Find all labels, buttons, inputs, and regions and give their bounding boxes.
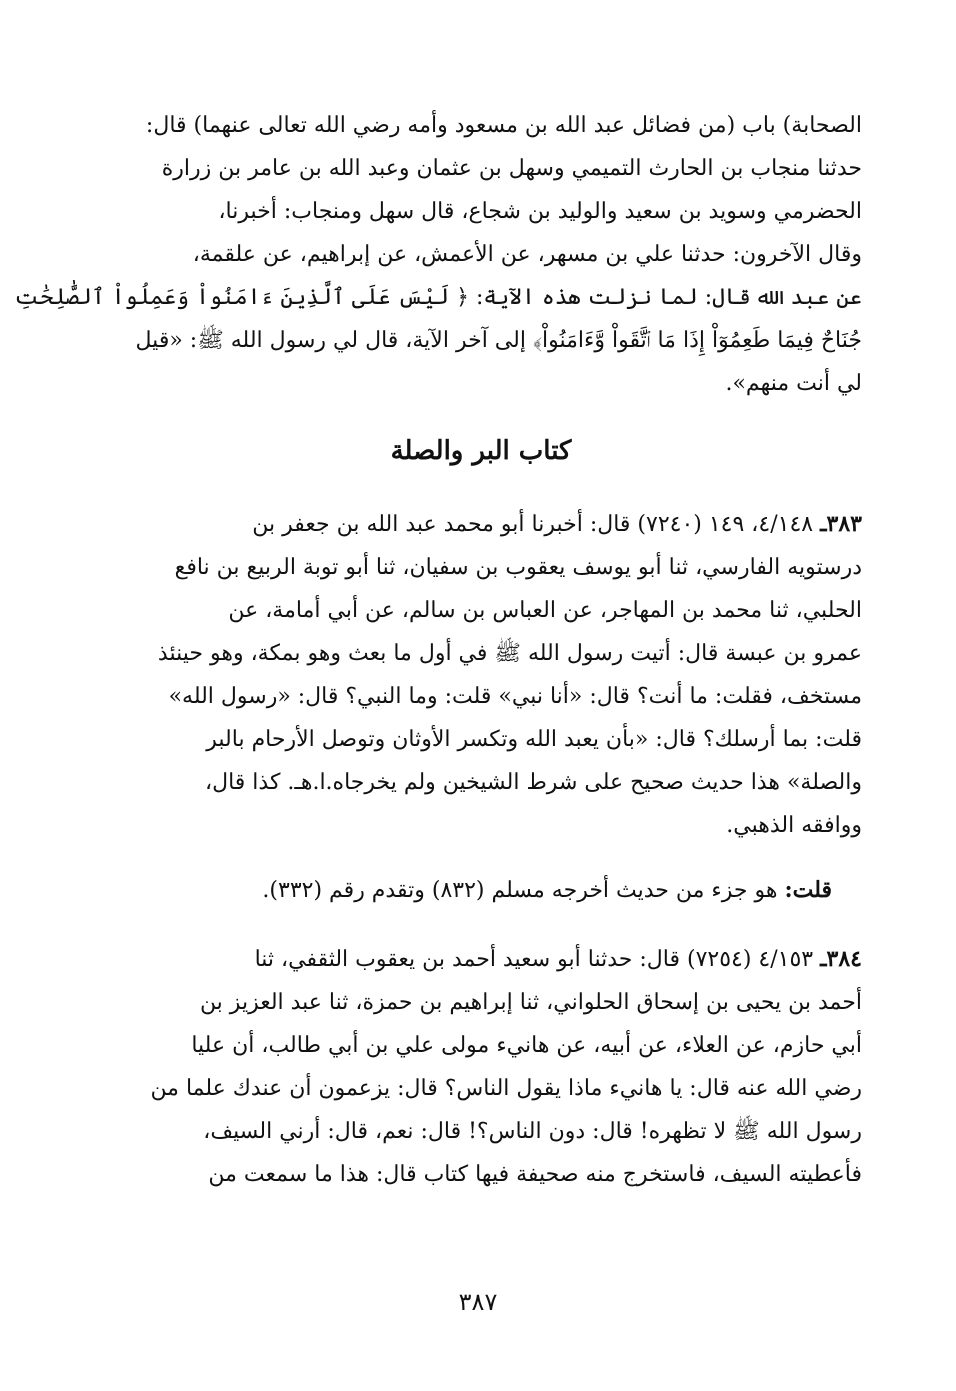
hadith-first-line: ٤/١٤٨، ١٤٩ (٧٢٤٠) قال: أخبرنا أبو محمد عبد الله بن جعفر بن xyxy=(252,512,814,537)
text-line: حدثنا منجاب بن الحارث التميمي وسهل بن عثمان وعبد الله بن عامر بن زرارة xyxy=(161,156,862,181)
text-line: قلت: بما أرسلك؟ قال: «بأن يعبد الله وتكسر الأوثان وتوصل الأرحام بالبر xyxy=(206,727,862,752)
text-line: مستخف، فقلت: ما أنت؟ قال: «أنا نبي» قلت: وما النبي؟ قال: «رسول الله» xyxy=(168,684,862,709)
text-line: جُنَاحٌ فِيمَا طَعِمُوٓاْ إِذَا مَا ٱتَّقَواْ وَّءَامَنُواْ﴾ إلى آخر الآية، قال لي رسول الله ﷺ: «قيل xyxy=(135,328,862,353)
hadith-first-line: ٤/١٥٣ (٧٢٥٤) قال: حدثنا أبو سعيد أحمد بن يعقوب الثقفي، ثنا xyxy=(254,947,814,972)
text-line: لي أنت منهم». xyxy=(725,371,862,396)
text-line: ووافقه الذهبي. xyxy=(726,813,862,838)
text-line: فأعطيته السيف، فاستخرج منه صحيفة فيها كتاب قال: هذا ما سمعت من xyxy=(208,1162,862,1187)
note-text: هو جزء من حديث أخرجه مسلم (٨٣٢) وتقدم رقم (٣٣٢). xyxy=(262,878,785,903)
hadith-number: ٣٨٣ـ xyxy=(820,511,862,537)
hadith-number: ٣٨٤ـ xyxy=(820,946,862,972)
text-line: أحمد بن يحيى بن إسحاق الحلواني، ثنا إبراهيم بن حمزة، ثنا عبد العزيز بن xyxy=(199,990,862,1015)
page-number: ٣٨٧ xyxy=(458,1288,498,1316)
text-line: الحضرمي وسويد بن سعيد والوليد بن شجاع، قال سهل ومنجاب: أخبرنا، xyxy=(218,199,862,224)
text-line: عن عبد الله قال: لما نزلت هذه الآية: ﴿ لَيْسَ عَلَى ٱلَّذِينَ ءَامَنُواْ وَعَمِلُواْ ٱلصَّٰلِحَٰتِ xyxy=(14,285,862,310)
text-line: أبي حازم، عن العلاء، عن أبيه، عن هانيء مولى علي بن أبي طالب، أن عليا xyxy=(191,1033,862,1058)
text-line xyxy=(100,503,862,546)
commentary-note xyxy=(100,869,862,912)
text-line: عمرو بن عبسة قال: أتيت رسول الله ﷺ في أول ما بعث وهو بمكة، وهو حينئذ xyxy=(157,641,862,666)
paragraph-continuation xyxy=(14,104,862,405)
text-line: الحلبي، ثنا محمد بن المهاجر، عن العباس بن سالم، عن أبي أمامة، عن xyxy=(228,598,862,623)
text-line: الصحابة) باب (من فضائل عبد الله بن مسعود وأمه رضي الله تعالى عنهما) قال: xyxy=(145,113,862,138)
page-body xyxy=(14,104,862,1196)
text-line: درستويه الفارسي، ثنا أبو يوسف يعقوب بن سفيان، ثنا أبو توبة الربيع بن نافع xyxy=(174,555,862,580)
text-line: وقال الآخرون: حدثنا علي بن مسهر، عن الأعمش، عن إبراهيم، عن علقمة، xyxy=(192,242,862,267)
text-line: رسول الله ﷺ لا تظهره! قال: دون الناس؟! قال: نعم، قال: أرني السيف، xyxy=(203,1119,862,1144)
text-line: رضي الله عنه قال: يا هانيء ماذا يقول الناس؟ قال: يزعمون أن عندك علما من xyxy=(150,1076,862,1101)
hadith-383 xyxy=(100,503,862,847)
note-label: قلت: xyxy=(784,877,832,903)
text-line xyxy=(100,938,862,981)
section-title: كتاب البر والصلة xyxy=(390,436,572,466)
hadith-384 xyxy=(100,938,862,1196)
text-line: والصلة» هذا حديث صحيح على شرط الشيخين ولم يخرجاه.ا.هـ. كذا قال، xyxy=(204,770,862,795)
